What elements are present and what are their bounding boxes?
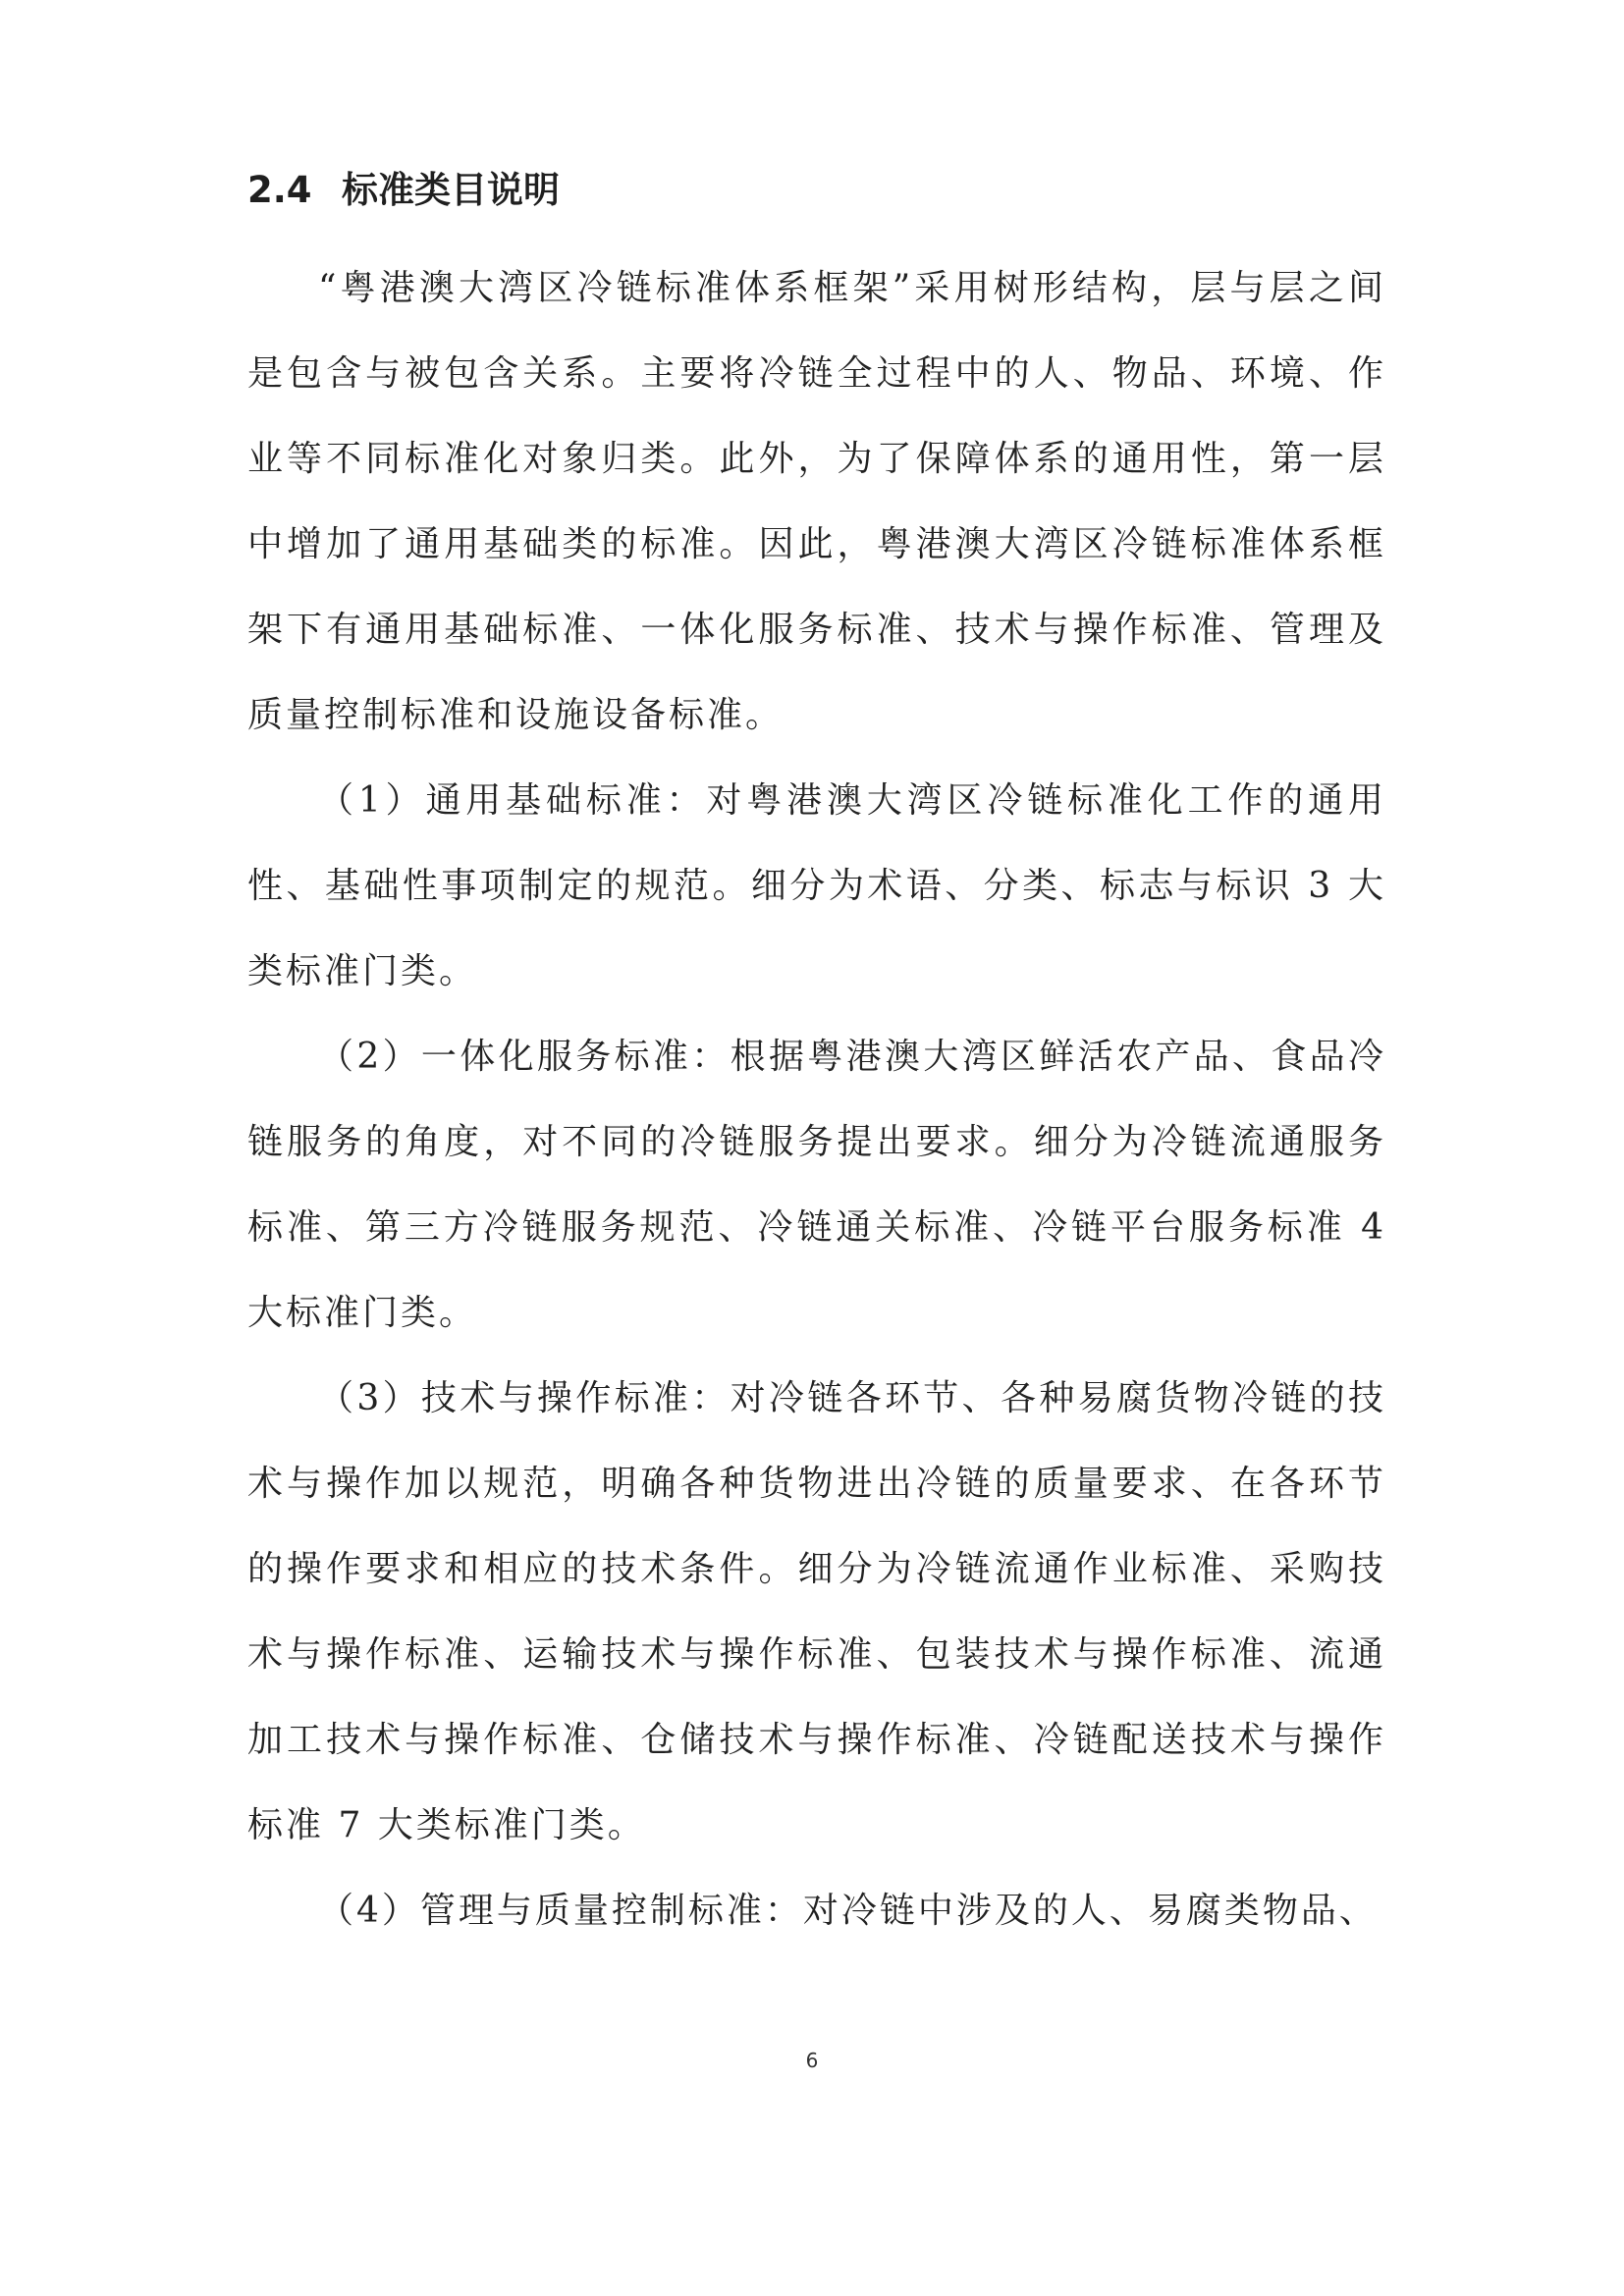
paragraph-item-4: （4）管理与质量控制标准：对冷链中涉及的人、易腐类物品、 bbox=[318, 1891, 1378, 1931]
paragraph-item-3: （3）技术与操作标准：对冷链各环节、各种易腐货物冷链的技术与操作加以规范，明确各种货物进出冷链的质量要求、在各环节的操作要求和相应的技术条件。细分为冷链流通作业标准、采购技术与操作标准、运输技术与操作标准、包装技术与操作标准、流通加工技术与操作标准、仓储技术与操作标准、冷链配送技术与操作标准 7 大类标准门类。 bbox=[247, 1378, 1386, 1845]
paragraph-item-2: （2）一体化服务标准：根据粤港澳大湾区鲜活农产品、食品冷链服务的角度，对不同的冷链服务提出要求。细分为冷链流通服务标准、第三方冷链服务规范、冷链通关标准、冷链平台服务标准 4 大标准门类。 bbox=[247, 1037, 1386, 1333]
paragraph-intro: “粤港澳大湾区冷链标准体系框架”采用树形结构，层与层之间是包含与被包含关系。主要将冷链全过程中的人、物品、环境、作业等不同标准化对象归类。此外，为了保障体系的通用性，第一层中增加了通用基础类的标准。因此，粤港澳大湾区冷链标准体系框架下有通用基础标准、一体化服务标准、技术与操作标准、管理及质量控制标准和设施设备标准。 bbox=[247, 268, 1386, 735]
page-number: 6 bbox=[805, 2049, 819, 2072]
section-heading bbox=[247, 165, 560, 216]
section-title: 标准类目说明 bbox=[342, 169, 560, 211]
body-text bbox=[247, 245, 1386, 1953]
section-number: 2.4 bbox=[247, 169, 312, 211]
paragraph-item-1: （1）通用基础标准：对粤港澳大湾区冷链标准化工作的通用性、基础性事项制定的规范。细分为术语、分类、标志与标识 3 大类标准门类。 bbox=[247, 780, 1386, 991]
